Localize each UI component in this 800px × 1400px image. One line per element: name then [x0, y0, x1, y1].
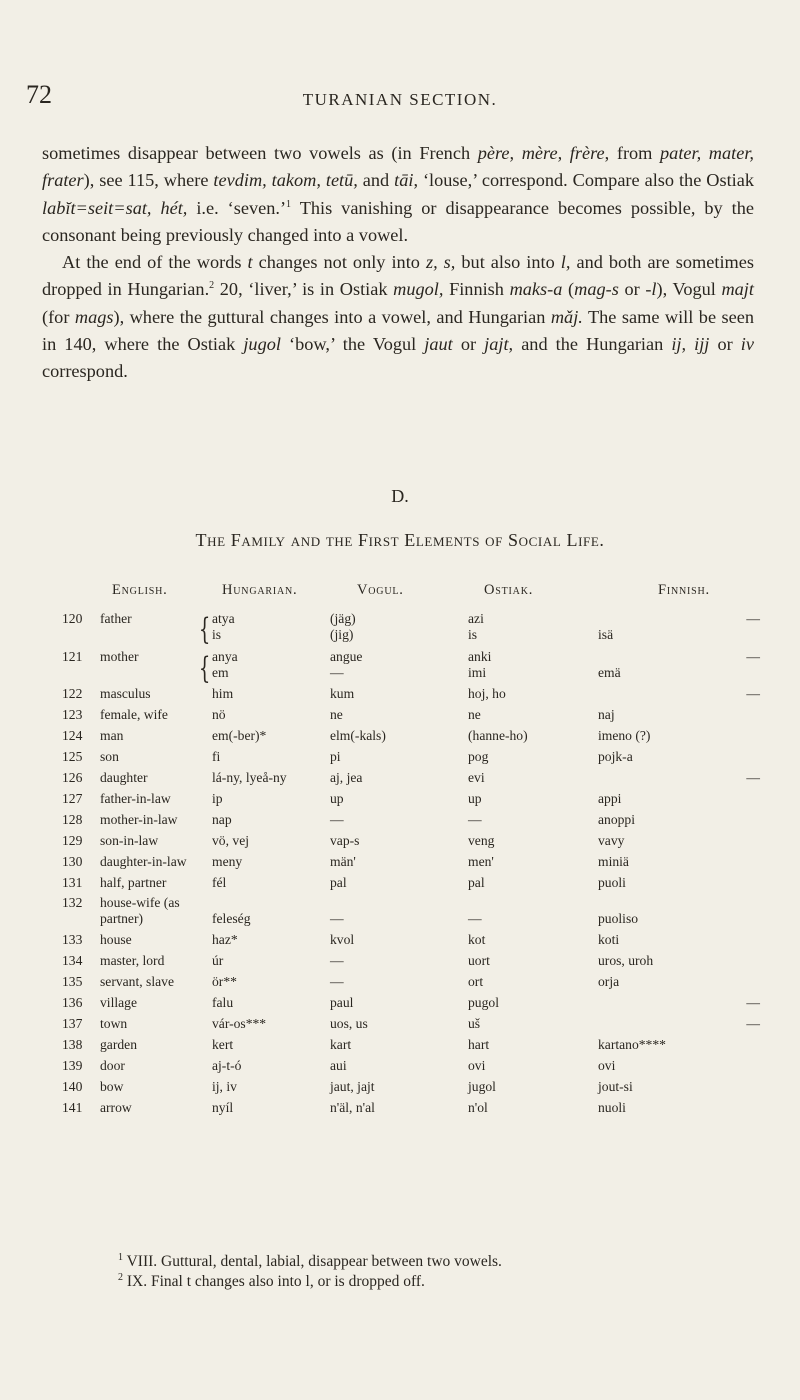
text-run: (	[562, 279, 575, 300]
footnote-text: IX. Final t changes also into l, or is dropped off.	[126, 1273, 425, 1290]
text-run: changes not only into	[252, 252, 426, 273]
cell-ost: veng	[468, 833, 495, 848]
table-row	[0, 910, 800, 928]
cell-hun: fi	[212, 749, 221, 764]
cell-fin: ovi	[598, 1058, 616, 1073]
column-header-english: English.	[112, 582, 168, 598]
text-run: i.e. ‘seven.’	[187, 197, 287, 218]
cell-ost: ovi	[468, 1058, 486, 1073]
cell-num: 134	[62, 953, 83, 968]
text-run: ), Vogul	[656, 279, 722, 300]
text-run-italic: majt	[721, 279, 754, 300]
cell-eng: garden	[100, 1037, 137, 1052]
cell-eng: servant, slave	[100, 974, 174, 989]
cell-hun: ör**	[212, 974, 237, 989]
running-head: TURANIAN SECTION.	[302, 90, 498, 109]
cell-hun: ij, iv	[212, 1079, 237, 1094]
text-run: and both are sometimes dropped in Hungarian.	[42, 252, 754, 300]
text-run: At the end of the words	[62, 252, 248, 273]
cell-hun: vö, vej	[212, 833, 249, 848]
cell-hun: is	[212, 627, 222, 642]
text-run-italic: -l	[645, 279, 657, 300]
text-run-italic: mugol,	[393, 279, 444, 300]
cell-ost: hoj, ho	[468, 686, 506, 701]
table-row	[0, 664, 800, 682]
cell-vog: jaut, jajt	[330, 1079, 375, 1094]
cell-hun: em(-ber)*	[212, 728, 267, 743]
cell-ost: uort	[468, 953, 490, 968]
footnote-mark: 2	[118, 1271, 123, 1283]
footnote-text: VIII. Guttural, dental, labial, disappear between two vowels.	[126, 1253, 502, 1270]
footnote-ref: 1	[286, 198, 292, 210]
cell-ost: uš	[468, 1016, 481, 1031]
cell-eng: partner)	[100, 911, 144, 926]
cell-num: 122	[62, 686, 83, 701]
cell-hun: nö	[212, 707, 226, 722]
cell-fin: nuoli	[598, 1100, 626, 1115]
table-row	[0, 626, 800, 644]
cell-eng: half, partner	[100, 875, 167, 890]
cell-eng: door	[100, 1058, 125, 1073]
cell-num: 129	[62, 833, 83, 848]
text-run-italic: père, mère, frère	[477, 143, 605, 163]
text-run: and	[357, 170, 395, 191]
cell-hun: falu	[212, 995, 234, 1010]
cell-ost: pugol	[468, 995, 499, 1010]
cell-vog: —	[330, 974, 344, 989]
brace-mother: {	[198, 651, 211, 686]
cell-hun: aj-t-ó	[212, 1058, 242, 1073]
cell-eng: mother-in-law	[100, 812, 178, 827]
cell-eng: house-wife (as	[100, 895, 180, 910]
cell-fin: —	[746, 649, 760, 664]
cell-vog: aui	[330, 1058, 347, 1073]
cell-num: 123	[62, 707, 83, 722]
cell-vog: ne	[330, 707, 343, 722]
cell-eng: house	[100, 932, 132, 947]
cell-fin: naj	[598, 707, 615, 722]
table-row	[0, 790, 800, 808]
text-run-italic: mǎj.	[550, 306, 583, 327]
text-run: or	[618, 279, 646, 300]
cell-vog: —	[330, 953, 344, 968]
cell-ost: —	[468, 911, 482, 926]
cell-eng: daughter-in-law	[100, 854, 187, 869]
cell-hun: ip	[212, 791, 223, 806]
cell-num: 130	[62, 854, 83, 869]
cell-num: 127	[62, 791, 83, 806]
cell-ost: up	[468, 791, 482, 806]
cell-vog: paul	[330, 995, 354, 1010]
cell-hun: nap	[212, 812, 232, 827]
cell-hun: em	[212, 665, 229, 680]
cell-fin: —	[746, 1016, 760, 1031]
cell-fin: imeno (?)	[598, 728, 651, 743]
table-row	[0, 952, 800, 970]
text-run: 20, ‘liver,’ is in Ostiak	[214, 279, 394, 300]
table-row	[0, 706, 800, 724]
text-run: sometimes disappear between two vowels as (in French	[42, 143, 478, 163]
text-run: but also into	[455, 252, 561, 273]
cell-fin: —	[746, 686, 760, 701]
table-row	[0, 874, 800, 892]
cell-vog: kvol	[330, 932, 355, 947]
cell-fin: jout-si	[598, 1079, 633, 1094]
cell-fin: vavy	[598, 833, 625, 848]
cell-fin: uros, uroh	[598, 953, 654, 968]
cell-fin: puoliso	[598, 911, 639, 926]
cell-eng: bow	[100, 1079, 124, 1094]
cell-num: 128	[62, 812, 83, 827]
cell-eng: village	[100, 995, 137, 1010]
text-run: or	[709, 334, 741, 355]
table-row	[0, 994, 800, 1012]
page-number: 72	[26, 80, 52, 109]
cell-ost: ort	[468, 974, 484, 989]
cell-num: 121	[62, 649, 83, 664]
footnote-mark: 1	[118, 1251, 123, 1263]
cell-eng: son	[100, 749, 119, 764]
cell-hun: lá-ny, lyeå-ny	[212, 770, 287, 785]
cell-num: 133	[62, 932, 83, 947]
text-run: ‘bow,’ the Vogul	[280, 334, 425, 355]
text-run: and the Hungarian	[513, 334, 672, 355]
cell-num: 120	[62, 611, 83, 626]
text-run: or	[452, 334, 485, 355]
text-run-italic: mag-s	[574, 279, 619, 300]
cell-fin: koti	[598, 932, 620, 947]
text-run-italic: pater, mater, frater	[42, 143, 754, 191]
cell-vog: —	[330, 911, 344, 926]
text-run-italic: jugol	[243, 334, 281, 355]
cell-vog: män'	[330, 854, 356, 869]
cell-fin: kartano****	[598, 1037, 666, 1052]
cell-num: 140	[62, 1079, 83, 1094]
paragraph-1	[42, 140, 754, 249]
text-run: Finnish	[443, 279, 510, 300]
cell-ost: hart	[468, 1037, 490, 1052]
footnote-2	[118, 1272, 502, 1292]
cell-fin: appi	[598, 791, 622, 806]
cell-eng: master, lord	[100, 953, 165, 968]
text-run-italic: z, s,	[425, 252, 456, 273]
text-run-italic: l,	[560, 252, 571, 273]
footnote-1	[118, 1252, 502, 1272]
cell-ost: pal	[468, 875, 485, 890]
cell-hun: fél	[212, 875, 227, 890]
cell-fin: emä	[598, 665, 621, 680]
column-header-finnish: Finnish.	[658, 582, 710, 598]
column-header-ostiak: Ostiak.	[484, 582, 534, 598]
cell-vog: (jäg)	[330, 611, 356, 626]
text-run-italic: maks-a	[509, 279, 563, 300]
text-run-italic: labĭt=seit=sat, hét,	[42, 197, 188, 218]
cell-num: 126	[62, 770, 83, 785]
cell-fin: pojk-a	[598, 749, 633, 764]
table-row	[0, 727, 800, 745]
cell-eng: father-in-law	[100, 791, 171, 806]
cell-hun: atya	[212, 611, 235, 626]
cell-ost: is	[468, 627, 478, 642]
cell-vog: up	[330, 791, 344, 806]
text-run: ), see 115, where	[83, 170, 214, 191]
section-title: The Family and the First Elements of Social Life.	[195, 530, 605, 550]
cell-hun: kert	[212, 1037, 234, 1052]
cell-num: 131	[62, 875, 83, 890]
table-row	[0, 832, 800, 850]
cell-hun: nyíl	[212, 1100, 234, 1115]
text-run-italic: ij, ijj	[671, 334, 710, 355]
cell-eng: masculus	[100, 686, 151, 701]
brace-father: {	[198, 612, 211, 647]
cell-ost: (hanne-ho)	[468, 728, 528, 743]
cell-vog: aj, jea	[330, 770, 363, 785]
cell-hun: him	[212, 686, 234, 701]
cell-vog: vap-s	[330, 833, 360, 848]
cell-num: 125	[62, 749, 83, 764]
cell-eng: town	[100, 1016, 128, 1031]
cell-eng: mother	[100, 649, 139, 664]
cell-ost: —	[468, 812, 482, 827]
cell-hun: feleség	[212, 911, 251, 926]
cell-vog: angue	[330, 649, 363, 664]
table-row	[0, 1015, 800, 1033]
cell-ost: imi	[468, 665, 487, 680]
cell-fin: —	[746, 770, 760, 785]
cell-hun: úr	[212, 953, 224, 968]
text-run-italic: t	[247, 252, 253, 273]
table-row	[0, 931, 800, 949]
table-row	[0, 1078, 800, 1096]
cell-num: 135	[62, 974, 83, 989]
cell-ost: jugol	[468, 1079, 496, 1094]
cell-vog: kart	[330, 1037, 352, 1052]
column-header-vogul: Vogul.	[357, 582, 404, 598]
cell-ost: anki	[468, 649, 492, 664]
table-row	[0, 1099, 800, 1117]
cell-fin: isä	[598, 627, 614, 642]
cell-ost: evi	[468, 770, 485, 785]
table-row	[0, 853, 800, 871]
cell-vog: elm(-kals)	[330, 728, 386, 743]
cell-fin: —	[746, 611, 760, 626]
table-row	[0, 811, 800, 829]
cell-vog: pi	[330, 749, 341, 764]
text-run: , ‘louse,’ correspond. Compare also the Ostiak	[413, 170, 754, 191]
table-row	[0, 748, 800, 766]
cell-num: 137	[62, 1016, 83, 1031]
cell-num: 141	[62, 1100, 83, 1115]
cell-eng: man	[100, 728, 124, 743]
cell-ost: ne	[468, 707, 481, 722]
cell-vog: —	[330, 665, 344, 680]
text-run: correspond.	[42, 361, 128, 382]
text-run-italic: iv	[740, 334, 754, 355]
cell-fin: anoppi	[598, 812, 635, 827]
cell-vog: (jig)	[330, 627, 354, 642]
footnote-ref: 2	[209, 280, 215, 292]
text-run-italic: mags	[74, 306, 114, 327]
text-run: This vanishing or disappearance becomes possible, by the consonant being previously changed into a vowel.	[42, 197, 754, 245]
table-row	[0, 973, 800, 991]
cell-ost: n'ol	[468, 1100, 488, 1115]
cell-vog: —	[330, 812, 344, 827]
table-row	[0, 1057, 800, 1075]
cell-hun: haz*	[212, 932, 238, 947]
text-run-italic: tāi	[394, 170, 414, 191]
text-run: ), where the guttural changes into a vowel, and Hungarian	[113, 306, 551, 327]
cell-hun: vár-os***	[212, 1016, 267, 1031]
cell-num: 136	[62, 995, 83, 1010]
cell-hun: meny	[212, 854, 243, 869]
section-letter: D.	[391, 486, 409, 506]
cell-hun: anya	[212, 649, 238, 664]
table-row	[0, 769, 800, 787]
cell-vog: pal	[330, 875, 347, 890]
cell-ost: men'	[468, 854, 494, 869]
cell-fin: miniä	[598, 854, 629, 869]
cell-eng: arrow	[100, 1100, 132, 1115]
cell-ost: pog	[468, 749, 489, 764]
cell-eng: father	[100, 611, 132, 626]
cell-vog: n'äl, n'al	[330, 1100, 375, 1115]
column-header-hungarian: Hungarian.	[222, 582, 298, 598]
cell-eng: female, wife	[100, 707, 168, 722]
cell-num: 124	[62, 728, 83, 743]
text-run-italic: tevdim, takom, tetū,	[213, 170, 358, 191]
text-run-italic: jajt,	[484, 334, 514, 355]
cell-fin: puoli	[598, 875, 626, 890]
text-run: The same will be seen in 140, where the Ostiak	[42, 306, 754, 355]
cell-num: 139	[62, 1058, 83, 1073]
cell-ost: kot	[468, 932, 486, 947]
cell-fin: orja	[598, 974, 620, 989]
cell-fin: —	[746, 995, 760, 1010]
cell-eng: son-in-law	[100, 833, 159, 848]
body-text	[42, 140, 754, 386]
cell-eng: daughter	[100, 770, 148, 785]
text-run-italic: jaut	[424, 334, 453, 355]
paragraph-2	[42, 249, 754, 385]
cell-vog: kum	[330, 686, 355, 701]
cell-vog: uos, us	[330, 1016, 368, 1031]
cell-ost: azi	[468, 611, 484, 626]
cell-num: 132	[62, 895, 83, 910]
table-row	[0, 1036, 800, 1054]
footnotes	[118, 1252, 502, 1292]
text-run: , from	[604, 143, 661, 163]
text-run: (for	[42, 306, 75, 327]
cell-num: 138	[62, 1037, 83, 1052]
table-row	[0, 685, 800, 703]
